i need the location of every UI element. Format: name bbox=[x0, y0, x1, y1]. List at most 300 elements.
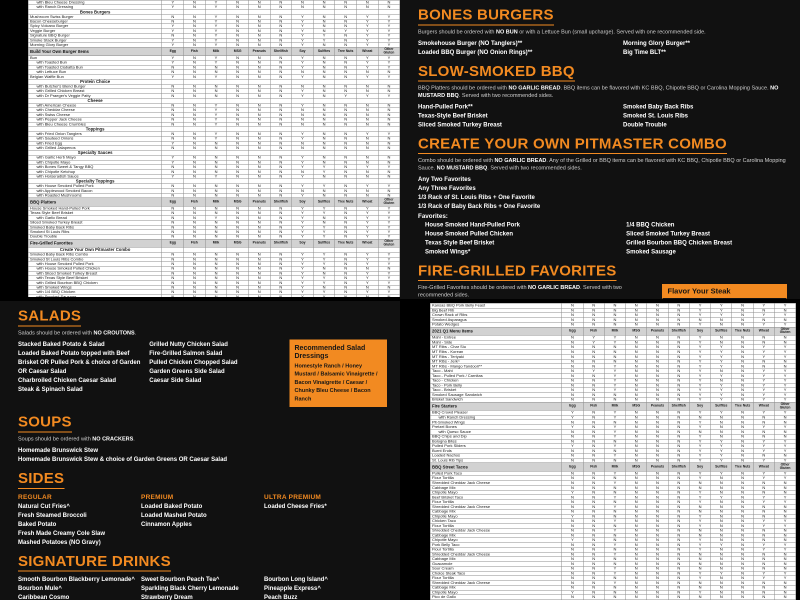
allergen-value: N bbox=[647, 308, 668, 313]
allergen-value: N bbox=[583, 415, 604, 420]
allergen-value: N bbox=[313, 24, 335, 29]
allergen-value: Y bbox=[711, 354, 732, 359]
allergen-value: Y bbox=[774, 388, 795, 393]
allergen-value: Y bbox=[753, 378, 774, 383]
row-label: Specialty Sauces bbox=[28, 150, 162, 155]
allergen-value: N bbox=[626, 485, 647, 490]
allergen-value: N bbox=[562, 383, 583, 388]
allergen-value: Y bbox=[378, 24, 400, 29]
allergen-value: N bbox=[184, 136, 206, 141]
allergen-value: N bbox=[647, 383, 668, 388]
column-header: Soy bbox=[292, 198, 314, 206]
allergen-value: Y bbox=[292, 193, 314, 198]
allergen-value: N bbox=[583, 425, 604, 430]
allergen-value: N bbox=[732, 354, 753, 359]
allergen-value: N bbox=[162, 262, 184, 267]
menu-item: Fire-Grilled Salmon Salad bbox=[149, 349, 223, 357]
allergen-value: N bbox=[562, 420, 583, 425]
allergen-value: Y bbox=[689, 313, 710, 318]
allergen-value: N bbox=[335, 193, 357, 198]
column-header: MSG bbox=[626, 402, 647, 410]
allergen-value: N bbox=[774, 590, 795, 595]
allergen-value: N bbox=[668, 505, 689, 510]
allergen-value: N bbox=[292, 113, 314, 118]
row-label: Brisket Sandwich bbox=[430, 397, 562, 402]
allergen-value: N bbox=[562, 345, 583, 350]
allergen-value: N bbox=[711, 533, 732, 538]
row-label: Fire-Grilled Favorites bbox=[28, 239, 162, 247]
allergen-value: Y bbox=[378, 43, 400, 48]
allergen-value: N bbox=[335, 38, 357, 43]
allergen-value: N bbox=[184, 117, 206, 122]
row-label: with Garlic Bread bbox=[28, 216, 162, 221]
allergen-value: N bbox=[378, 108, 400, 113]
allergen-value: N bbox=[227, 216, 249, 221]
allergen-value: N bbox=[270, 285, 292, 290]
allergen-value: N bbox=[668, 528, 689, 533]
allergen-value: N bbox=[604, 590, 625, 595]
allergen-value: N bbox=[248, 174, 270, 179]
column-header: Other Gluten bbox=[378, 198, 400, 206]
allergen-value: N bbox=[313, 132, 335, 137]
menu-item: Sliced Smoked Turkey Breast bbox=[418, 120, 502, 128]
allergen-value: Y bbox=[689, 388, 710, 393]
allergen-value: N bbox=[562, 359, 583, 364]
row-label: Smoked St Louis Ribs bbox=[28, 230, 162, 235]
allergen-value: Y bbox=[562, 538, 583, 543]
allergen-value: N bbox=[184, 103, 206, 108]
allergen-value: N bbox=[270, 211, 292, 216]
allergen-value: N bbox=[562, 374, 583, 379]
allergen-value: N bbox=[248, 0, 270, 5]
allergen-value: N bbox=[184, 165, 206, 170]
allergen-value: N bbox=[583, 543, 604, 548]
allergen-value: Y bbox=[689, 410, 710, 415]
allergen-value: N bbox=[162, 266, 184, 271]
allergen-value: Y bbox=[604, 378, 625, 383]
allergen-value: N bbox=[162, 94, 184, 99]
allergen-value: N bbox=[583, 524, 604, 529]
allergen-value: Y bbox=[378, 132, 400, 137]
allergen-value: N bbox=[732, 393, 753, 398]
allergen-value: N bbox=[227, 122, 249, 127]
allergen-value: N bbox=[335, 184, 357, 189]
allergen-value: Y bbox=[162, 38, 184, 43]
allergen-value: N bbox=[248, 5, 270, 10]
menu-item: Strawberry Dream bbox=[141, 593, 193, 600]
column-header: Peanuts bbox=[647, 327, 668, 335]
allergen-table-burgers bbox=[28, 0, 400, 297]
allergen-value: N bbox=[774, 434, 795, 439]
salads-row bbox=[18, 339, 387, 407]
allergen-value: N bbox=[184, 174, 206, 179]
allergen-value: N bbox=[184, 24, 206, 29]
row-label: Sliced Smoked Turkey Breast bbox=[28, 220, 162, 225]
allergen-value: N bbox=[313, 94, 335, 99]
allergen-value: Y bbox=[356, 220, 378, 225]
allergen-value: N bbox=[647, 543, 668, 548]
allergen-value: Y bbox=[753, 449, 774, 454]
allergen-value: N bbox=[335, 75, 357, 80]
allergen-value: N bbox=[248, 257, 270, 262]
allergen-value: Y bbox=[774, 313, 795, 318]
allergen-value: N bbox=[270, 252, 292, 257]
allergen-value: N bbox=[335, 113, 357, 118]
allergen-value: N bbox=[205, 234, 227, 239]
allergen-value: Y bbox=[604, 383, 625, 388]
row-label: with Ranch Dressing bbox=[28, 5, 162, 10]
allergen-value: N bbox=[562, 543, 583, 548]
row-label: Mahi - Side bbox=[430, 340, 562, 345]
allergen-value: Y bbox=[378, 276, 400, 281]
allergen-value: Y bbox=[689, 303, 710, 308]
allergen-value: N bbox=[668, 308, 689, 313]
allergen-value: N bbox=[313, 60, 335, 65]
allergen-value: N bbox=[356, 266, 378, 271]
sides-group-regular bbox=[18, 492, 141, 547]
allergen-value: Y bbox=[689, 449, 710, 454]
allergen-value: N bbox=[732, 308, 753, 313]
allergen-value: Y bbox=[356, 38, 378, 43]
row-label: Crown Rack of Ribs bbox=[430, 313, 562, 318]
allergen-value: N bbox=[626, 410, 647, 415]
box-body: Homestyle Ranch / Honey Mustard / Balsamic Vinaigrette / Bacon Vinaigrette / Caesar / Chunky Bleu Cheese / Bacon Ranch bbox=[294, 362, 378, 402]
allergen-value: N bbox=[335, 160, 357, 165]
allergen-value: N bbox=[647, 429, 668, 434]
sides-group-premium bbox=[141, 492, 264, 547]
allergen-value: Y bbox=[356, 262, 378, 267]
allergen-value: N bbox=[378, 89, 400, 94]
menu-item: Smoked Wings* bbox=[425, 247, 471, 255]
allergen-value: Y bbox=[292, 56, 314, 61]
allergen-value: Y bbox=[689, 434, 710, 439]
row-label: Mahi - Entree bbox=[430, 335, 562, 340]
allergen-value: N bbox=[668, 388, 689, 393]
allergen-value: N bbox=[732, 543, 753, 548]
allergen-value: N bbox=[270, 94, 292, 99]
page-scale-wrap bbox=[400, 0, 800, 299]
allergen-value: N bbox=[711, 335, 732, 340]
allergen-value: Y bbox=[313, 281, 335, 286]
allergen-value: N bbox=[583, 359, 604, 364]
allergen-value: Y bbox=[711, 364, 732, 369]
allergen-value: N bbox=[162, 33, 184, 38]
allergen-value: N bbox=[205, 225, 227, 230]
allergen-value: N bbox=[335, 60, 357, 65]
allergen-value: Y bbox=[378, 234, 400, 239]
menu-page-salads-sides bbox=[0, 301, 400, 600]
allergen-value: N bbox=[227, 75, 249, 80]
allergen-value: Y bbox=[378, 60, 400, 65]
allergen-value: Y bbox=[774, 458, 795, 463]
row-label: with Swiss Cheese bbox=[28, 113, 162, 118]
allergen-value: N bbox=[626, 595, 647, 600]
row-label: with Bleu Cheese Crumbles bbox=[28, 122, 162, 127]
allergen-value: N bbox=[604, 562, 625, 567]
allergen-value: N bbox=[647, 415, 668, 420]
allergen-value: N bbox=[647, 528, 668, 533]
allergen-value: N bbox=[270, 84, 292, 89]
allergen-value: Y bbox=[356, 43, 378, 48]
allergen-value: Y bbox=[292, 19, 314, 24]
allergen-value: N bbox=[162, 257, 184, 262]
allergen-value: Y bbox=[711, 345, 732, 350]
allergen-value: N bbox=[248, 103, 270, 108]
allergen-value: Y bbox=[604, 415, 625, 420]
allergen-value: N bbox=[162, 193, 184, 198]
row-label: Smoke Stack Burger bbox=[28, 38, 162, 43]
allergen-value: N bbox=[647, 500, 668, 505]
allergen-value: N bbox=[732, 449, 753, 454]
allergen-value: N bbox=[774, 562, 795, 567]
allergen-value: N bbox=[313, 5, 335, 10]
allergen-value: Y bbox=[292, 281, 314, 286]
row-label: Cabbage Mix bbox=[430, 485, 562, 490]
allergen-value: N bbox=[335, 225, 357, 230]
allergen-value: Y bbox=[378, 220, 400, 225]
allergen-value: Y bbox=[753, 524, 774, 529]
allergen-value: N bbox=[647, 410, 668, 415]
allergen-value: Y bbox=[162, 75, 184, 80]
allergen-value: N bbox=[583, 322, 604, 327]
allergen-value: N bbox=[626, 500, 647, 505]
allergen-value: N bbox=[732, 471, 753, 476]
allergen-value: N bbox=[604, 393, 625, 398]
allergen-value: N bbox=[647, 397, 668, 402]
allergen-value: N bbox=[205, 290, 227, 295]
allergen-value: N bbox=[356, 146, 378, 151]
column-header: Milk bbox=[604, 463, 625, 471]
allergen-value: N bbox=[227, 295, 249, 297]
allergen-value: N bbox=[583, 374, 604, 379]
allergen-value: N bbox=[626, 374, 647, 379]
menu-item: Garden Greens Side Salad bbox=[149, 367, 225, 375]
row-label: Create Your Own Pitmaster Combo bbox=[28, 247, 162, 252]
allergen-value: N bbox=[270, 122, 292, 127]
allergen-value: Y bbox=[753, 345, 774, 350]
sides-row bbox=[18, 492, 387, 547]
allergen-value: N bbox=[378, 113, 400, 118]
allergen-value: N bbox=[562, 581, 583, 586]
allergen-value: N bbox=[626, 393, 647, 398]
allergen-value: N bbox=[378, 170, 400, 175]
allergen-value: N bbox=[604, 533, 625, 538]
allergen-value: N bbox=[583, 528, 604, 533]
menu-item: House Smoked Hand-Pulled Pork bbox=[425, 220, 521, 228]
allergen-value: N bbox=[604, 576, 625, 581]
allergen-value: N bbox=[562, 322, 583, 327]
allergen-value: N bbox=[732, 505, 753, 510]
row-label: Pretzel Bones bbox=[430, 425, 562, 430]
allergen-value: N bbox=[313, 56, 335, 61]
allergen-value: N bbox=[184, 43, 206, 48]
allergen-value: N bbox=[313, 70, 335, 75]
allergen-value: N bbox=[711, 415, 732, 420]
column-header: Wheat bbox=[753, 463, 774, 471]
allergen-value: N bbox=[626, 397, 647, 402]
allergen-value: N bbox=[184, 160, 206, 165]
allergen-value: N bbox=[335, 108, 357, 113]
group-label: REGULAR bbox=[18, 492, 52, 501]
allergen-value: Y bbox=[356, 184, 378, 189]
allergen-table-q1-items bbox=[430, 303, 796, 600]
allergen-value: N bbox=[647, 590, 668, 595]
allergen-value: Y bbox=[753, 393, 774, 398]
allergen-value: N bbox=[647, 552, 668, 557]
menu-item: Sweet Bourbon Peach Tea^ bbox=[141, 575, 220, 583]
allergen-value: N bbox=[248, 132, 270, 137]
row-label: with Toasted Bun bbox=[28, 60, 162, 65]
allergen-value: N bbox=[626, 425, 647, 430]
column-header: Wheat bbox=[753, 327, 774, 335]
allergen-value: Y bbox=[356, 29, 378, 34]
allergen-value: N bbox=[668, 490, 689, 495]
allergen-value: N bbox=[184, 285, 206, 290]
allergen-value: Y bbox=[604, 571, 625, 576]
column-header: Tree Nuts bbox=[732, 327, 753, 335]
allergen-value: Y bbox=[753, 500, 774, 505]
allergen-value: Y bbox=[313, 234, 335, 239]
menu-item: Charbroiled Chicken Caesar Salad bbox=[18, 376, 117, 384]
row-label: Spicy Volcano Burger bbox=[28, 24, 162, 29]
allergen-value: Y bbox=[689, 374, 710, 379]
column-header: Soy bbox=[292, 47, 314, 55]
allergen-value: N bbox=[689, 552, 710, 557]
section-title: SOUPS bbox=[18, 414, 72, 432]
column-header: Other Gluten bbox=[774, 327, 795, 335]
allergen-value: N bbox=[753, 340, 774, 345]
allergen-value: Y bbox=[689, 471, 710, 476]
allergen-value: N bbox=[668, 585, 689, 590]
allergen-value: N bbox=[162, 281, 184, 286]
allergen-value: Y bbox=[604, 335, 625, 340]
allergen-value: N bbox=[668, 340, 689, 345]
allergen-value: N bbox=[668, 547, 689, 552]
allergen-value: N bbox=[227, 170, 249, 175]
allergen-value: N bbox=[227, 271, 249, 276]
allergen-value: N bbox=[626, 533, 647, 538]
allergen-value: N bbox=[184, 220, 206, 225]
allergen-value: Y bbox=[378, 75, 400, 80]
column-header: Fish bbox=[583, 463, 604, 471]
column-header: Peanuts bbox=[248, 239, 270, 247]
allergen-value: N bbox=[378, 146, 400, 151]
allergen-value: N bbox=[732, 562, 753, 567]
allergen-value: N bbox=[227, 136, 249, 141]
column-header: Soy bbox=[689, 463, 710, 471]
allergen-value: N bbox=[162, 19, 184, 24]
allergen-value: Y bbox=[356, 19, 378, 24]
allergen-value: N bbox=[184, 113, 206, 118]
allergen-value: N bbox=[668, 322, 689, 327]
row-label: Chipotle Mayo bbox=[430, 514, 562, 519]
allergen-value: Y bbox=[292, 290, 314, 295]
allergen-value: N bbox=[335, 70, 357, 75]
row-label: Taco - Pork Belly bbox=[430, 383, 562, 388]
column-header: Peanuts bbox=[647, 402, 668, 410]
column-header: MSG bbox=[227, 47, 249, 55]
allergen-value: N bbox=[184, 19, 206, 24]
allergen-value: N bbox=[562, 552, 583, 557]
allergen-value: N bbox=[378, 103, 400, 108]
allergen-value: Y bbox=[205, 75, 227, 80]
allergen-value: N bbox=[774, 453, 795, 458]
row-label: MT Ribs - Korean bbox=[430, 350, 562, 355]
row-label: Cabbage Mix bbox=[430, 533, 562, 538]
row-label: Smoked Sausage Sandwich bbox=[430, 393, 562, 398]
allergen-value: N bbox=[732, 434, 753, 439]
allergen-value: N bbox=[378, 141, 400, 146]
column-header: Shellfish bbox=[270, 239, 292, 247]
menu-item: Steak & Spinach Salad bbox=[18, 385, 83, 393]
allergen-value: N bbox=[711, 552, 732, 557]
allergen-value: N bbox=[248, 160, 270, 165]
allergen-value: N bbox=[774, 340, 795, 345]
menu-item: Fresh Steamed Broccoli bbox=[18, 511, 87, 519]
allergen-value: N bbox=[668, 543, 689, 548]
allergen-value: N bbox=[647, 322, 668, 327]
allergen-value: N bbox=[227, 257, 249, 262]
row-label: Beef Brisket Taco bbox=[430, 495, 562, 500]
allergen-value: N bbox=[184, 33, 206, 38]
allergen-value: N bbox=[270, 24, 292, 29]
allergen-value: N bbox=[583, 595, 604, 600]
allergen-value: Y bbox=[292, 43, 314, 48]
allergen-value: Y bbox=[378, 271, 400, 276]
allergen-value: N bbox=[711, 581, 732, 586]
allergen-value: N bbox=[774, 429, 795, 434]
allergen-value: N bbox=[162, 65, 184, 70]
column-header: Shellfish bbox=[270, 198, 292, 206]
allergen-value: N bbox=[270, 103, 292, 108]
allergen-value: N bbox=[270, 5, 292, 10]
allergen-value: N bbox=[711, 547, 732, 552]
allergen-value: Y bbox=[162, 0, 184, 5]
allergen-value: N bbox=[626, 335, 647, 340]
allergen-value: N bbox=[248, 141, 270, 146]
allergen-value: Y bbox=[205, 132, 227, 137]
allergen-value: Y bbox=[562, 425, 583, 430]
row-label: Pulled Pork Taco bbox=[430, 471, 562, 476]
allergen-value: Y bbox=[711, 453, 732, 458]
allergen-value: N bbox=[732, 566, 753, 571]
allergen-value: N bbox=[626, 505, 647, 510]
allergen-value: Y bbox=[774, 350, 795, 355]
allergen-value: N bbox=[184, 94, 206, 99]
allergen-value: N bbox=[711, 434, 732, 439]
allergen-value: N bbox=[753, 528, 774, 533]
row-label: Mushroom Swiss Burger bbox=[28, 15, 162, 20]
allergen-value: N bbox=[732, 458, 753, 463]
allergen-value: N bbox=[711, 509, 732, 514]
allergen-value: Y bbox=[689, 500, 710, 505]
allergen-value: N bbox=[248, 108, 270, 113]
allergen-value: N bbox=[184, 89, 206, 94]
allergen-value: N bbox=[732, 514, 753, 519]
menu-item: Fresh Made Creamy Cole Slaw bbox=[18, 529, 106, 537]
allergen-value: Y bbox=[292, 136, 314, 141]
column-header: Sulfites bbox=[711, 463, 732, 471]
allergen-value: N bbox=[711, 476, 732, 481]
allergen-value: N bbox=[647, 318, 668, 323]
menu-item: Loaded Baked Potato bbox=[141, 502, 203, 510]
allergen-value: N bbox=[626, 359, 647, 364]
allergen-value: N bbox=[184, 211, 206, 216]
allergen-value: Y bbox=[292, 234, 314, 239]
allergen-value: Y bbox=[292, 33, 314, 38]
allergen-value: N bbox=[335, 206, 357, 211]
allergen-value: Y bbox=[205, 103, 227, 108]
